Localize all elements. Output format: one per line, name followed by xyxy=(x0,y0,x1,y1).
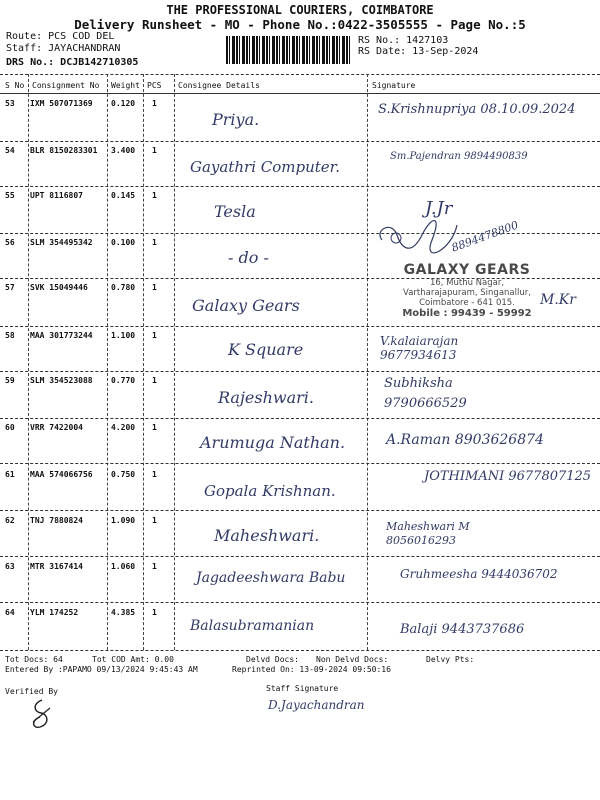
row-signature: A.Raman 8903626874 xyxy=(386,432,544,448)
col-divider xyxy=(28,74,29,650)
table-bottom-border xyxy=(0,650,600,651)
row-consignee: Gopala Krishnan. xyxy=(204,482,336,500)
reprinted-on: Reprinted On: 13-09-2024 09:50:16 xyxy=(232,665,391,674)
row-signature: V.kalaiarajan 9677934613 xyxy=(380,334,459,362)
row-divider xyxy=(0,371,600,372)
col-header-sno: S No xyxy=(5,81,25,90)
row-consignment-no: SLM 354523088 xyxy=(30,376,93,385)
row-weight: 0.770 xyxy=(111,376,136,385)
verifier-signature-icon xyxy=(28,698,54,730)
col-divider xyxy=(174,74,175,650)
row-consignment-no: IXM 507071369 xyxy=(30,99,93,108)
row-consignment-no: UPT 8116807 xyxy=(30,191,83,200)
staff-signature-label: Staff Signature xyxy=(266,684,339,693)
row-consignee: Gayathri Computer. xyxy=(190,158,340,176)
row-consignee: - do - xyxy=(228,248,269,267)
row-divider xyxy=(0,602,600,603)
row-signature: M.Kr xyxy=(540,292,576,308)
row-sno: 59 xyxy=(5,376,15,385)
table-top-border xyxy=(0,74,600,75)
company-title: THE PROFESSIONAL COURIERS, COIMBATORE xyxy=(166,3,434,17)
total-cod-amount: Tot COD Amt: 0.00 xyxy=(92,655,174,664)
row-pcs: 1 xyxy=(152,191,157,200)
stamp-name: GALAXY GEARS xyxy=(403,262,531,278)
galaxy-gears-stamp xyxy=(392,262,542,319)
row-signature: Maheshwari M 8056016293 xyxy=(386,520,470,547)
non-delivered-docs: Non Delvd Docs: xyxy=(316,655,389,664)
row-divider xyxy=(0,510,600,511)
total-docs: Tot Docs: 64 xyxy=(5,655,63,664)
col-divider xyxy=(143,74,144,650)
stamp-address-line: Vartharajapuram, Singanallur, xyxy=(403,288,531,298)
barcode xyxy=(226,36,352,64)
row-weight: 0.750 xyxy=(111,470,136,479)
route-label: Route: PCS COD DEL xyxy=(6,31,115,42)
rs-date: RS Date: 13-Sep-2024 xyxy=(358,46,479,57)
row-pcs: 1 xyxy=(152,331,157,340)
row-consignment-no: VRR 7422004 xyxy=(30,423,83,432)
drs-number: DRS No.: DCJB142710305 xyxy=(6,57,139,68)
row-consignee: Rajeshwari. xyxy=(218,388,314,407)
row-consignee: Jagadeeshwara Babu xyxy=(196,570,346,586)
row-sno: 53 xyxy=(5,99,15,108)
row-consignee: Galaxy Gears xyxy=(192,296,300,315)
col-header-weight: Weight xyxy=(111,81,140,90)
row-consignee: Tesla xyxy=(214,202,256,221)
row-consignment-no: MTR 3167414 xyxy=(30,562,83,571)
row-pcs: 1 xyxy=(152,99,157,108)
row-weight: 3.400 xyxy=(111,146,136,155)
row-sno: 58 xyxy=(5,331,15,340)
row-sno: 63 xyxy=(5,562,15,571)
row-weight: 1.090 xyxy=(111,516,136,525)
row-weight: 4.385 xyxy=(111,608,136,617)
row-divider xyxy=(0,556,600,557)
row-pcs: 1 xyxy=(152,470,157,479)
row-weight: 0.120 xyxy=(111,99,136,108)
col-header-signature: Signature xyxy=(372,81,416,90)
stamp-address-line: 16, Muthu Nagar, xyxy=(429,278,505,288)
row-pcs: 1 xyxy=(152,146,157,155)
row-divider xyxy=(0,326,600,327)
row-sno: 57 xyxy=(5,283,15,292)
row-pcs: 1 xyxy=(152,238,157,247)
row-signature: S.Krishnupriya 08.10.09.2024 xyxy=(378,102,576,117)
row-weight: 0.145 xyxy=(111,191,136,200)
col-divider xyxy=(107,74,108,650)
row-signature: Subhiksha 9790666529 xyxy=(384,376,467,411)
row-signature: Gruhmeesha 9444036702 xyxy=(400,567,558,581)
col-header-pcs: PCS xyxy=(147,81,162,90)
row-consignee: Arumuga Nathan. xyxy=(200,433,346,452)
row-sno: 60 xyxy=(5,423,15,432)
row-weight: 4.200 xyxy=(111,423,136,432)
row-weight: 1.060 xyxy=(111,562,136,571)
stamp-address-line: Coimbatore - 641 015. xyxy=(419,298,515,308)
staff-label: Staff: JAYACHANDRAN xyxy=(6,43,121,54)
runsheet-title: Delivery Runsheet - MO - Phone No.:0422-3505555 - Page No.:5 xyxy=(74,17,526,32)
row-consignment-no: YLM 174252 xyxy=(30,608,79,617)
row-pcs: 1 xyxy=(152,376,157,385)
entered-by: Entered By :PAPAMO 09/13/2024 9:45:43 AM xyxy=(5,665,198,674)
row-sno: 56 xyxy=(5,238,15,247)
header-underline xyxy=(0,93,600,94)
row-signature: JOTHIMANI 9677807125 xyxy=(424,469,592,484)
row-divider xyxy=(0,463,600,464)
row-consignment-no: BLR 8150283301 xyxy=(30,146,98,155)
row-consignment-no: TNJ 7880824 xyxy=(30,516,83,525)
row-consignee: Priya. xyxy=(212,110,260,129)
row-sno: 55 xyxy=(5,191,15,200)
row-signature: Sm.Pajendran 9894490839 xyxy=(390,151,528,162)
row-sno: 62 xyxy=(5,516,15,525)
col-header-consignment: Consignment No xyxy=(32,81,100,90)
row-pcs: 1 xyxy=(152,562,157,571)
row-sno: 54 xyxy=(5,146,15,155)
row-pcs: 1 xyxy=(152,423,157,432)
col-header-consignee: Consignee Details xyxy=(178,81,260,90)
row-signature: 8894478800 xyxy=(449,218,521,255)
delivery-points: Delvy Pts: xyxy=(426,655,475,664)
row-sno: 64 xyxy=(5,608,15,617)
scribble-signature-icon xyxy=(372,210,462,260)
row-sno: 61 xyxy=(5,470,15,479)
row-weight: 1.100 xyxy=(111,331,136,340)
row-consignment-no: SLM 354495342 xyxy=(30,238,93,247)
col-divider xyxy=(367,74,368,650)
row-pcs: 1 xyxy=(152,283,157,292)
delivered-docs: Delvd Docs: xyxy=(246,655,299,664)
row-consignee: Maheshwari. xyxy=(214,526,320,545)
row-signature: Balaji 9443737686 xyxy=(400,622,525,637)
row-consignment-no: MAA 301773244 xyxy=(30,331,93,340)
row-divider xyxy=(0,141,600,142)
stamp-mobile: Mobile : 99439 - 59992 xyxy=(402,308,532,319)
rs-number: RS No.: 1427103 xyxy=(358,35,449,46)
row-divider xyxy=(0,418,600,419)
row-consignment-no: SVK 15049446 xyxy=(30,283,88,292)
staff-signature: D.Jayachandran xyxy=(268,698,365,712)
row-consignee: Balasubramanian xyxy=(190,618,315,634)
verified-by-label: Verified By xyxy=(5,687,58,696)
row-consignee: K Square xyxy=(228,340,304,359)
row-signature: J.Jr xyxy=(425,198,453,219)
row-weight: 0.780 xyxy=(111,283,136,292)
row-pcs: 1 xyxy=(152,516,157,525)
row-divider xyxy=(0,186,600,187)
row-weight: 0.100 xyxy=(111,238,136,247)
row-consignment-no: MAA 574066756 xyxy=(30,470,93,479)
row-pcs: 1 xyxy=(152,608,157,617)
